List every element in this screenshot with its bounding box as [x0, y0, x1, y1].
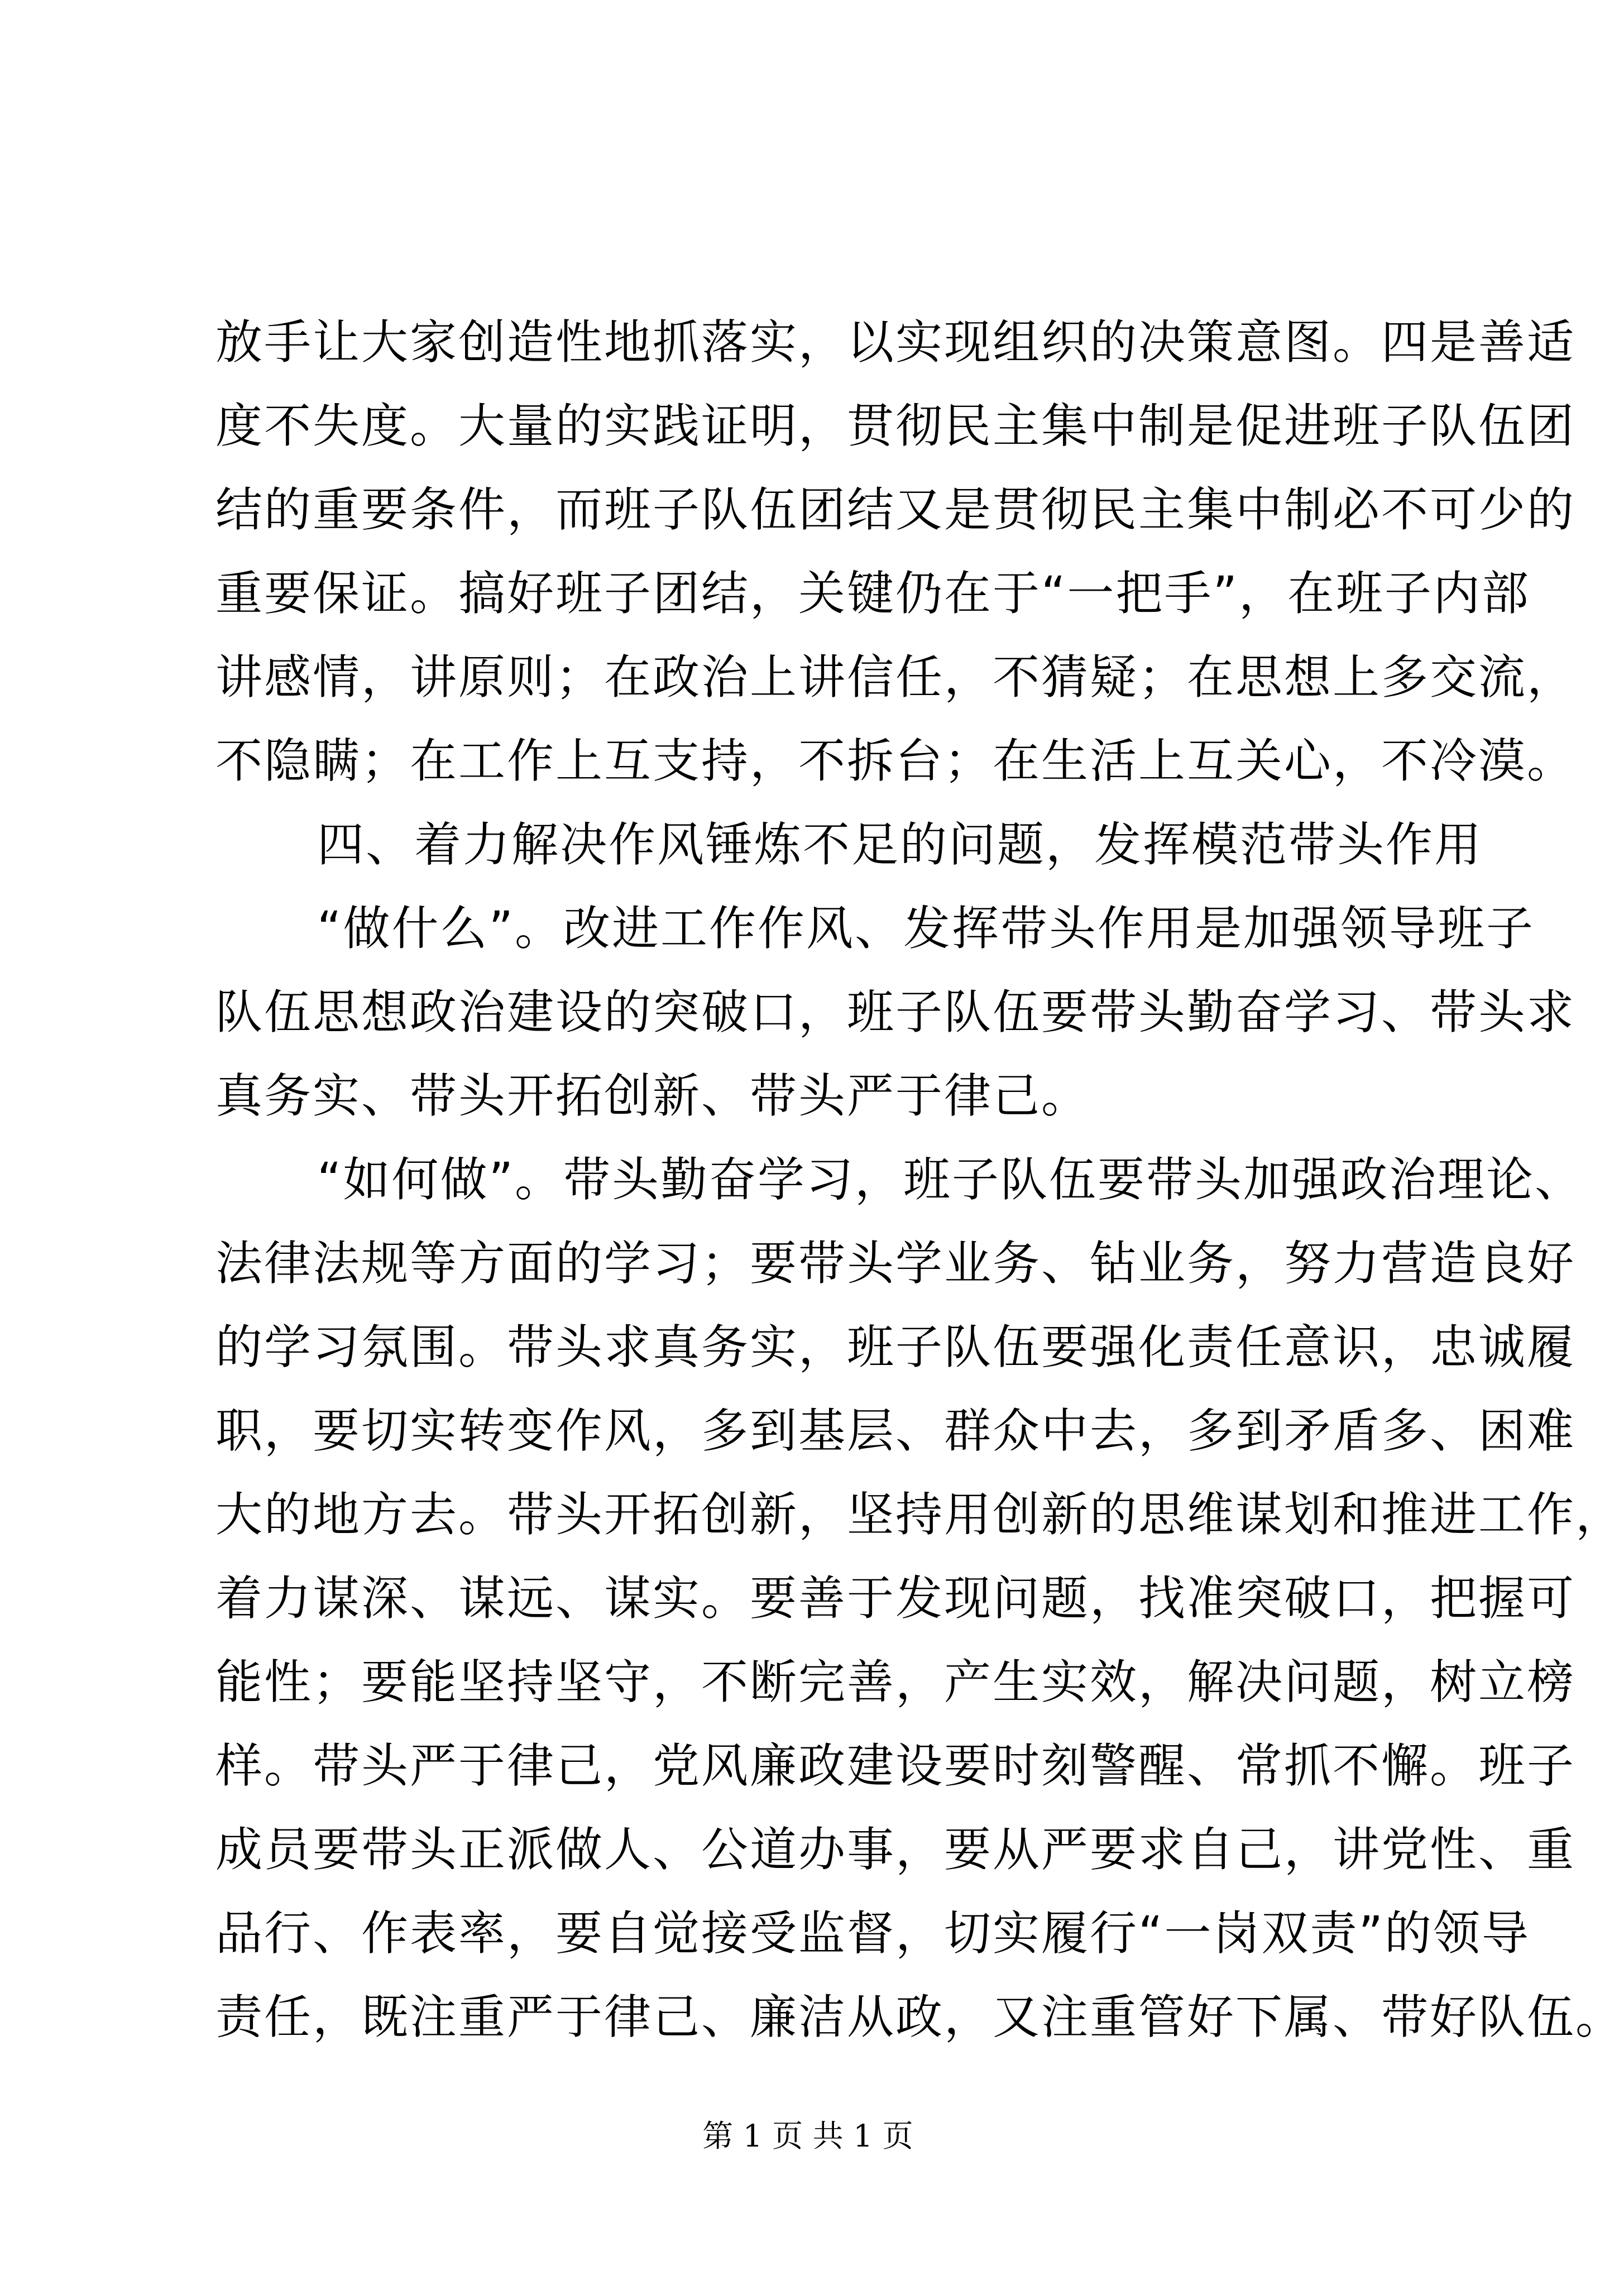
page-number-footer: 第 1 页 共 1 页 [702, 2118, 913, 2154]
text-line: 能性；要能坚持坚守，不断完善，产生实效，解决问题，树立榜 [215, 1655, 1576, 1709]
text-line: 真务实、带头开拓创新、带头严于律己。 [215, 1069, 1090, 1123]
text-line: 重要保证。搞好班子团结，关键仍在于“一把手”，在班子内部 [215, 566, 1531, 621]
text-line: 的学习氛围。带头求真务实，班子队伍要强化责任意识，忠诚履 [215, 1320, 1576, 1374]
text-line: 放手让大家创造性地抓落实，以实现组织的决策意图。四是善适 [215, 315, 1576, 370]
text-line: 法律法规等方面的学习；要带头学业务、钻业务，努力营造良好 [215, 1236, 1576, 1291]
text-line: 样。带头严于律己，党风廉政建设要时刻警醒、常抓不懈。班子 [215, 1738, 1576, 1793]
text-line: 品行、作表率，要自觉接受监督，切实履行“一岗双责”的领导 [215, 1906, 1531, 1961]
text-line: 不隐瞒；在工作上互支持，不拆台；在生活上互关心，不冷漠。 [215, 734, 1576, 788]
text-line: 结的重要条件，而班子队伍团结又是贯彻民主集中制必不可少的 [215, 482, 1576, 537]
text-line: 责任，既注重严于律己、廉洁从政，又注重管好下属、带好队伍。 [215, 1990, 1624, 2044]
text-line: 着力谋深、谋远、谋实。要善于发现问题，找准突破口，把握可 [215, 1571, 1576, 1626]
text-line: 职，要切实转变作风，多到基层、群众中去，多到矛盾多、困难 [215, 1403, 1576, 1458]
paragraph-start-line: “做什么”。改进工作作风、发挥带头作用是加强领导班子 [317, 901, 1535, 956]
text-line: 大的地方去。带头开拓创新，坚持用创新的思维谋划和推进工作， [215, 1487, 1624, 1542]
text-line: 度不失度。大量的实践证明，贯彻民主集中制是促进班子队伍团 [215, 399, 1576, 453]
section-heading: 四、着力解决作风锤炼不足的问题，发挥模范带头作用 [317, 817, 1483, 872]
text-line: 队伍思想政治建设的突破口，班子队伍要带头勤奋学习、带头求 [215, 985, 1576, 1039]
text-line: 讲感情，讲原则；在政治上讲信任，不猜疑；在思想上多交流， [215, 650, 1576, 705]
text-line: 成员要带头正派做人、公道办事，要从严要求自己，讲党性、重 [215, 1822, 1576, 1877]
body-text [215, 300, 1624, 2059]
paragraph-start-line: “如何做”。带头勤奋学习，班子队伍要带头加强政治理论、 [317, 1152, 1584, 1207]
